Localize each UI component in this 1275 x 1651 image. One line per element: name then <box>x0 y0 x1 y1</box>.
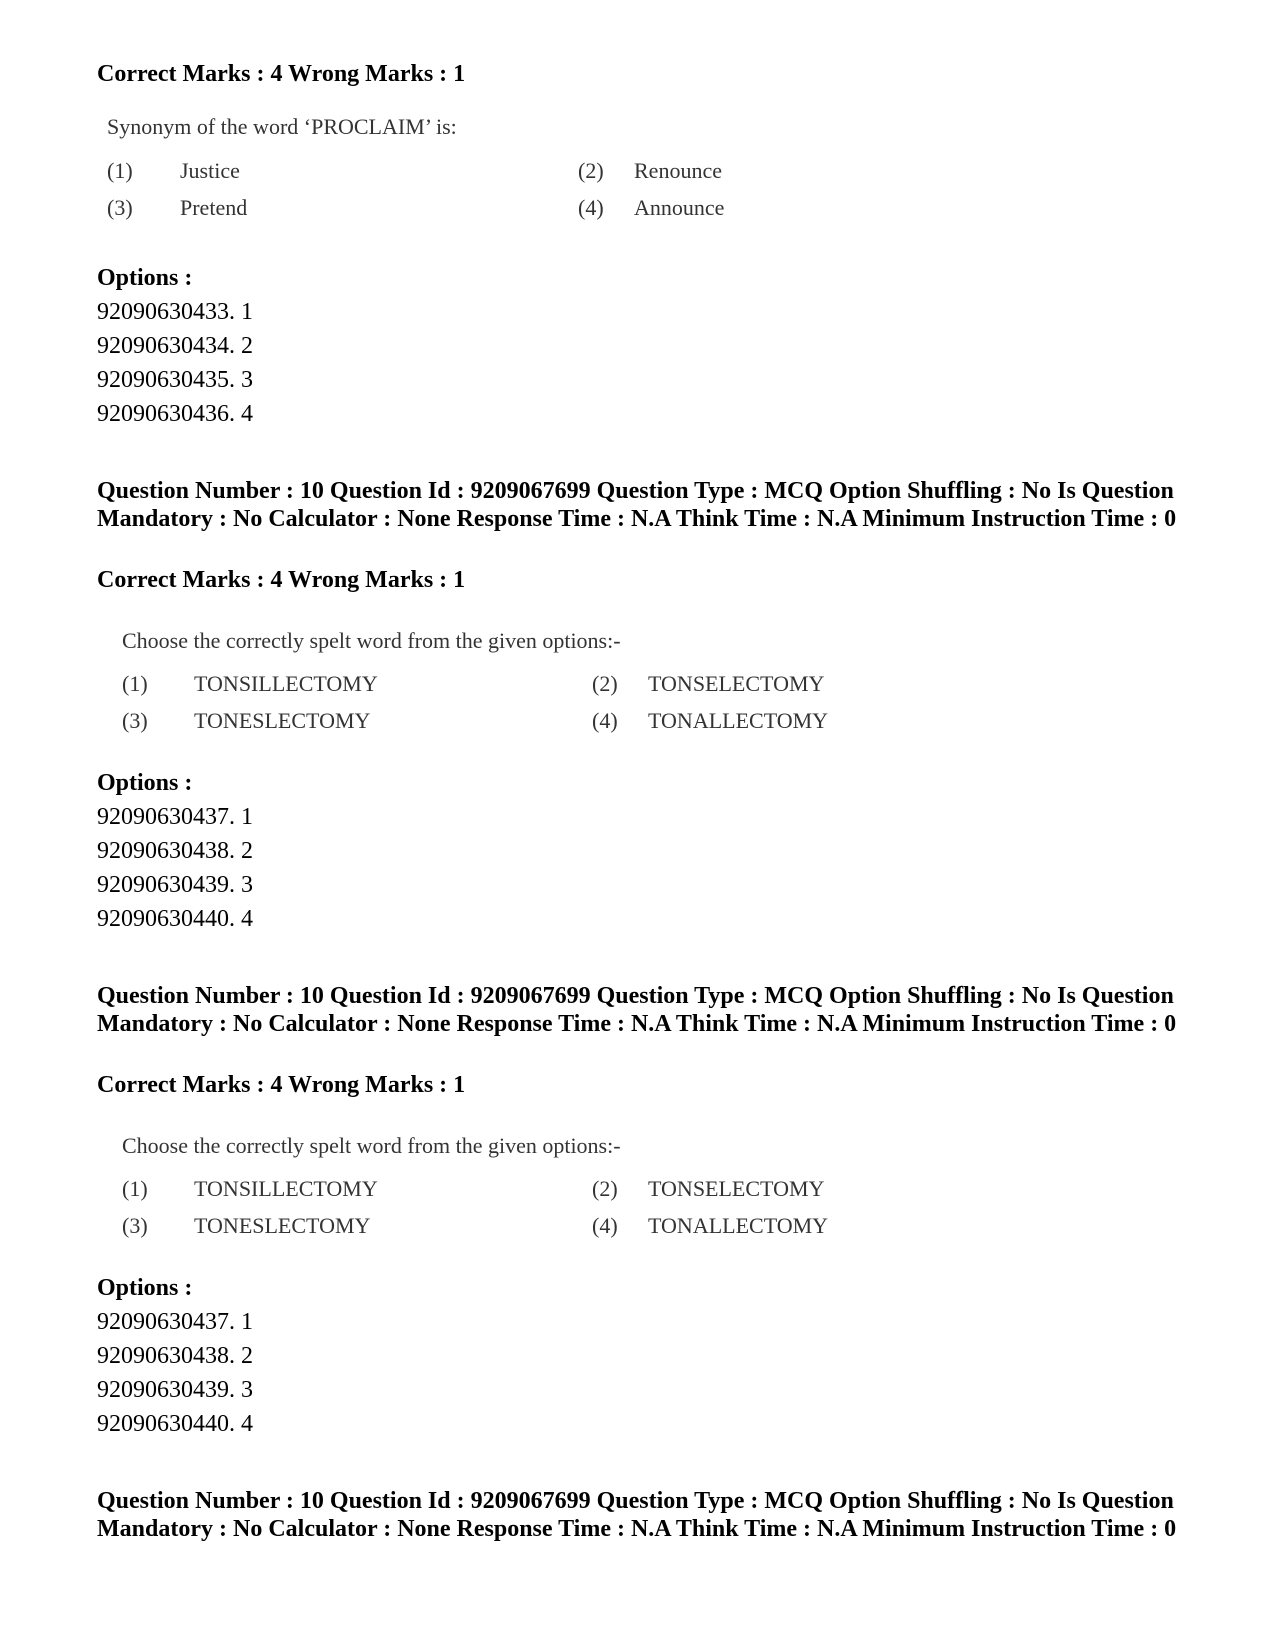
option-id: 92090630437. 1 <box>97 804 253 830</box>
choice-number: (4) <box>578 195 604 220</box>
correct-marks-line: Correct Marks : 4 Wrong Marks : 1 <box>97 567 466 593</box>
choice-text: TONSILLECTOMY <box>194 1176 378 1201</box>
question-metadata: Question Number : 10 Question Id : 9209067699 Question Type : MCQ Option Shuffling : No Is Question Mandatory : No Calculator : None Response Time : N.A Think Time : N.A Minimum Instruction Time : 0 <box>97 1488 1177 1542</box>
question-text: Synonym of the word ‘PROCLAIM’ is: <box>107 114 457 139</box>
option-id: 92090630433. 1 <box>97 299 253 325</box>
choice-number: (4) <box>592 1213 618 1238</box>
choice-number: (1) <box>107 158 133 183</box>
choice-number: (2) <box>592 671 618 696</box>
choice-text: TONESLECTOMY <box>194 1213 371 1238</box>
choice-number: (1) <box>122 1176 148 1201</box>
option-id: 92090630438. 2 <box>97 838 253 864</box>
correct-marks-line: Correct Marks : 4 Wrong Marks : 1 <box>97 61 466 87</box>
choice-text: Pretend <box>180 195 248 220</box>
option-id: 92090630436. 4 <box>97 401 253 427</box>
choice-number: (3) <box>122 708 148 733</box>
options-label: Options : <box>97 770 193 796</box>
correct-marks-line: Correct Marks : 4 Wrong Marks : 1 <box>97 1072 466 1098</box>
options-label: Options : <box>97 265 193 291</box>
question-text: Choose the correctly spelt word from the given options:- <box>122 1133 621 1158</box>
choice-number: (3) <box>107 195 133 220</box>
option-id: 92090630435. 3 <box>97 367 253 393</box>
choice-text: Renounce <box>634 158 722 183</box>
choice-text: TONALLECTOMY <box>648 1213 829 1238</box>
option-id: 92090630434. 2 <box>97 333 253 359</box>
choice-text: TONALLECTOMY <box>648 708 829 733</box>
option-id: 92090630440. 4 <box>97 906 253 932</box>
choice-number: (2) <box>578 158 604 183</box>
choice-number: (2) <box>592 1176 618 1201</box>
choice-number: (1) <box>122 671 148 696</box>
choice-text: TONSILLECTOMY <box>194 671 378 696</box>
question-metadata: Question Number : 10 Question Id : 9209067699 Question Type : MCQ Option Shuffling : No Is Question Mandatory : No Calculator : None Response Time : N.A Think Time : N.A Minimum Instruction Time : 0 <box>97 478 1177 532</box>
question-text: Choose the correctly spelt word from the given options:- <box>122 628 621 653</box>
options-label: Options : <box>97 1275 193 1301</box>
option-id: 92090630440. 4 <box>97 1411 253 1437</box>
option-id: 92090630439. 3 <box>97 1377 253 1403</box>
question-metadata: Question Number : 10 Question Id : 9209067699 Question Type : MCQ Option Shuffling : No Is Question Mandatory : No Calculator : None Response Time : N.A Think Time : N.A Minimum Instruction Time : 0 <box>97 983 1177 1037</box>
choice-number: (4) <box>592 708 618 733</box>
option-id: 92090630439. 3 <box>97 872 253 898</box>
choice-text: Justice <box>180 158 240 183</box>
option-id: 92090630438. 2 <box>97 1343 253 1369</box>
choice-text: TONSELECTOMY <box>648 671 825 696</box>
choice-text: TONSELECTOMY <box>648 1176 825 1201</box>
choice-text: Announce <box>634 195 725 220</box>
choice-text: TONESLECTOMY <box>194 708 371 733</box>
choice-number: (3) <box>122 1213 148 1238</box>
option-id: 92090630437. 1 <box>97 1309 253 1335</box>
